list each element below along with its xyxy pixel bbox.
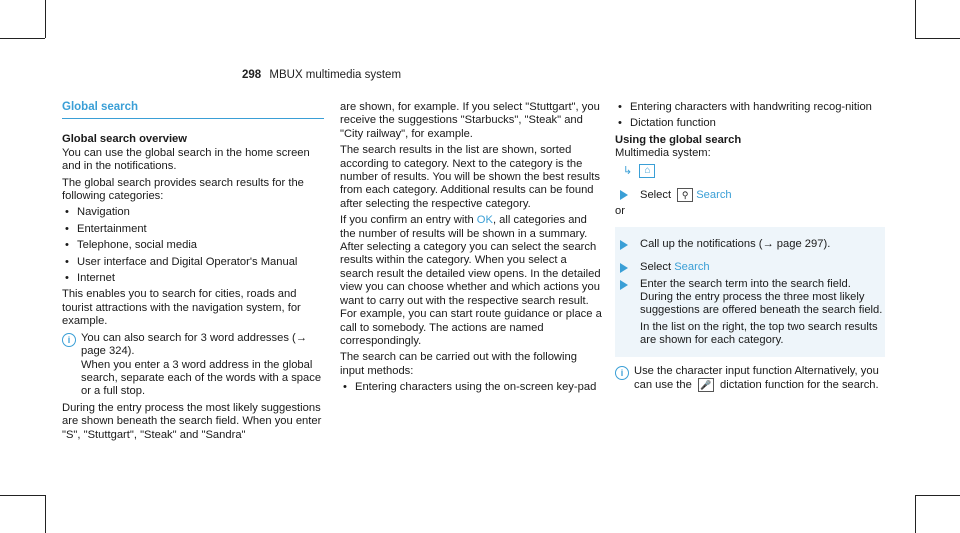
note	[62, 332, 324, 399]
column-3	[615, 101, 885, 395]
paragraph: The search results in the list are shown, sorted according to category. Next to the category is the number of results. You will be shown the best results from each category. Additional results can be found after selecting the respective category.	[340, 144, 600, 210]
crop-mark	[45, 0, 46, 38]
info-icon: i	[615, 366, 629, 380]
search-icon: ⚲	[677, 188, 693, 202]
list-item: • Telephone, social media	[62, 239, 324, 252]
paragraph: are shown, for example. If you select "Stuttgart", you receive the suggestions "Starbucks", "Steak" and "City railway", for example.	[340, 101, 600, 140]
paragraph: The search can be carried out with the following input methods:	[340, 351, 577, 377]
multimedia-label: Multimedia system:	[615, 147, 711, 160]
column-1	[62, 101, 324, 445]
page-number: 298	[242, 69, 262, 81]
step	[615, 278, 885, 348]
step	[615, 238, 885, 251]
crop-mark	[915, 0, 916, 38]
page-header	[242, 69, 401, 81]
running-title: MBUX multimedia system	[269, 69, 402, 81]
arrow-icon: ↳	[623, 164, 633, 177]
methods-list	[340, 381, 602, 394]
steps-box	[615, 227, 885, 357]
or-label: or	[615, 205, 625, 218]
search-label: Search	[674, 261, 710, 274]
list-item: • Navigation	[62, 206, 324, 219]
step-arrow-icon	[620, 280, 628, 290]
microphone-icon: 🎤	[698, 378, 714, 392]
text: Call up the notifications (→ page 297).	[640, 237, 831, 250]
crop-mark	[0, 495, 45, 496]
note-text: You can also search for 3 word addresses (→ page 324).	[81, 331, 307, 358]
intro-paragraph: You can use the global search in the home screen and in the notifications.	[62, 146, 310, 173]
text: dictation function for the search.	[716, 378, 879, 391]
note	[615, 365, 885, 393]
home-icon: ⌂	[639, 164, 655, 178]
text: , all categories and the number of results will be shown in a summary. After selecting a category you can select the search results within the category. When you select a search result the detailed view opens. In the detailed view you can choose whether and which actions you want to carry out with the respective search result. For example, you can start route guidance or place a call to somebody. The actions are named correspondingly.	[340, 214, 602, 347]
list-item: • Dictation function	[615, 117, 885, 130]
list-item: • Entering characters using the on-screen key-pad	[340, 381, 602, 394]
crop-mark	[915, 495, 916, 533]
step-arrow-icon	[620, 263, 628, 273]
crop-mark	[915, 38, 960, 39]
step	[615, 188, 885, 202]
using-heading: Using the global search	[615, 133, 742, 146]
ok-label: OK	[476, 214, 493, 227]
text: If you confirm an entry with	[340, 214, 477, 227]
overview-heading: Global search overview	[62, 133, 187, 146]
text: Select	[640, 188, 675, 201]
crop-mark	[915, 495, 960, 496]
step-arrow-icon	[620, 190, 628, 200]
text: Use the character input function Alternatively, you can use the	[634, 364, 879, 391]
note-text: When you enter a 3 word address in the global search, separate each of the words with a space or a full stop.	[81, 358, 322, 398]
list-item: • Internet	[62, 272, 324, 285]
crop-mark	[45, 495, 46, 533]
info-icon: i	[62, 333, 76, 347]
search-label: Search	[696, 188, 732, 201]
paragraph	[340, 214, 602, 348]
category-list	[62, 206, 324, 285]
enables-paragraph: This enables you to search for cities, roads and tourist attractions with the navigation system, for example.	[62, 288, 301, 328]
list-item: • Entertainment	[62, 223, 324, 236]
menu-path	[623, 164, 885, 178]
provides-paragraph: The global search provides search results for the following categories:	[62, 176, 304, 203]
list-item: • Entering characters with handwriting recog-nition	[615, 101, 885, 114]
methods-list	[615, 101, 885, 131]
column-2	[340, 101, 602, 398]
step-arrow-icon	[620, 240, 628, 250]
text: Enter the search term into the search field. During the entry process the three most likely suggestions are offered beneath the search field.	[640, 277, 883, 317]
text: In the list on the right, the top two search results are shown for each category.	[640, 320, 878, 347]
section-title: Global search	[62, 101, 324, 119]
during-paragraph: During the entry process the most likely suggestions are shown beneath the search field. When you enter "S", "Stuttgart", "Steak" and "Sandra"	[62, 401, 322, 441]
list-item: • User interface and Digital Operator's Manual	[62, 256, 324, 269]
text: Select	[640, 261, 675, 274]
step	[615, 261, 885, 274]
crop-mark	[0, 38, 45, 39]
